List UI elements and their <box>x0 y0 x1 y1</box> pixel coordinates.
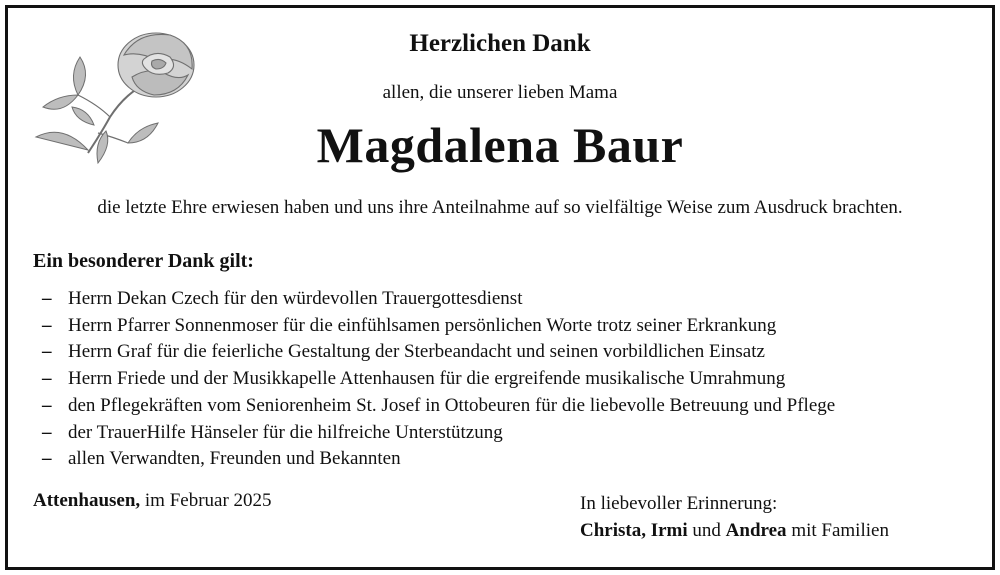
list-item-text: der TrauerHilfe Hänseler für die hilfreiche Unterstützung <box>68 421 503 443</box>
thanks-list <box>42 286 835 473</box>
bullet-dash: – <box>42 421 52 443</box>
section-heading: Ein besonderer Dank gilt: <box>33 250 254 272</box>
place-date <box>33 490 272 512</box>
list-item <box>42 339 835 366</box>
place-name: Attenhausen, <box>33 490 141 511</box>
bullet-dash: – <box>42 314 52 336</box>
date-text: im Februar 2025 <box>144 490 272 511</box>
signer-name: Irmi <box>650 520 688 541</box>
bullet-dash: – <box>42 288 52 309</box>
signer-name: Andrea <box>725 520 787 541</box>
list-item-text: Herrn Friede und der Musikkapelle Attenhausen für die ergreifende musikalische Umrahmung <box>68 368 786 390</box>
bullet-dash: – <box>42 394 52 416</box>
list-item-text: Herrn Dekan Czech für den würdevollen Trauergottesdienst <box>68 288 523 309</box>
signer-name: Christa, <box>580 520 646 541</box>
signature-block <box>580 490 889 544</box>
intro-line: allen, die unserer lieben Mama <box>382 82 618 103</box>
deceased-name: Magdalena Baur <box>316 117 684 173</box>
signer-suffix: mit Familien <box>791 520 889 541</box>
bullet-dash: – <box>42 368 52 390</box>
notice-title: Herzlichen Dank <box>409 30 591 57</box>
list-item <box>42 313 835 340</box>
bullet-dash: – <box>42 341 52 363</box>
list-item-text: Herrn Pfarrer Sonnenmoser für die einfühlsamen persönlichen Worte trotz seiner Erkrankung <box>68 314 777 336</box>
list-item-text: allen Verwandten, Freunden und Bekannten <box>68 448 401 470</box>
list-item <box>42 446 835 473</box>
list-item <box>42 286 835 313</box>
closing-line: In liebevoller Erinnerung: <box>580 493 778 514</box>
list-item <box>42 366 835 393</box>
signer-joiner: und <box>692 520 721 541</box>
gratitude-sentence: die letzte Ehre erwiesen haben und uns ihre Anteilnahme auf so vielfältige Weise zum Ausdruck brachten. <box>97 197 903 218</box>
list-item-text: den Pflegekräften vom Seniorenheim St. Josef in Ottobeuren für die liebevolle Betreuung und Pflege <box>68 394 836 416</box>
list-item <box>42 420 835 447</box>
list-item <box>42 393 835 420</box>
signers-line <box>580 517 889 544</box>
bullet-dash: – <box>42 448 52 470</box>
list-item-text: Herrn Graf für die feierliche Gestaltung der Sterbeandacht und seinen vorbildlichen Einsatz <box>68 341 765 363</box>
